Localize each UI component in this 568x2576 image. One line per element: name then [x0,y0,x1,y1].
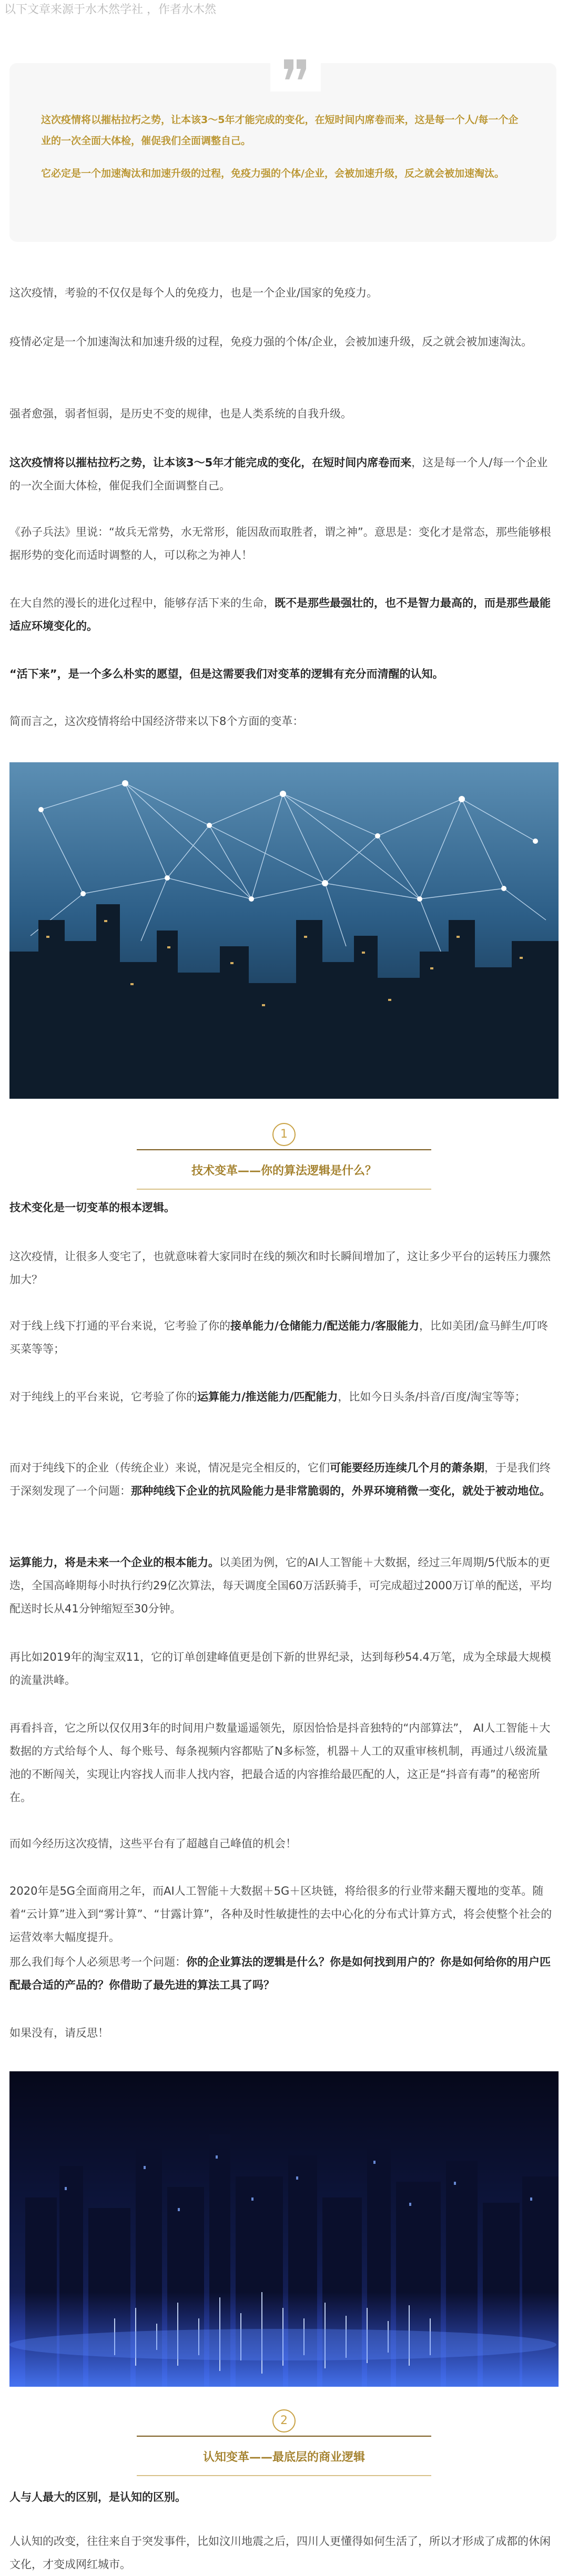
paragraph [9,1385,559,1408]
paragraph: 再看抖音，它之所以仅仅用3年的时间用户数量遥遥领先，原因恰恰是抖音独特的“内部算法”， AI人工智能＋大数据的方式给每个人、每个账号、每条视频内容都贴了N多标签，机器＋人工的双重审核机制，再通过八级流量池的不断闯关，实现让内容找人而非人找内容，把最合适的内容推给最匹配的人，这正是“抖音有毒”的秘密所在。 [9,1722,551,1804]
paragraph: 再比如2019年的淘宝双11，它的订单创建峰值更是创下新的世界纪录，达到每秒54.4万笔，成为全球最大规模的流量洪峰。 [9,1651,551,1686]
bold-text: 可能要经历连续几个月的萧条期 [330,1461,484,1474]
paragraph: 这次疫情，让很多人变宅了，也就意味着大家同时在线的频次和时长瞬间增加了，这让多少平台的运转压力骤然加大？ [9,1250,551,1286]
text: 以美团为例，它的AI人工智能＋大数据，经过三年周期/5代版本的更迭，全国高峰期每小时执行约29亿次算法，每天调度全国60万活跃骑手，可完成超过2000万订单的配送，平均配送时长从41分钟缩短至30分钟。 [9,1556,552,1615]
section-heading-1 [0,1123,568,1190]
divider [137,1189,431,1190]
paragraph [9,1551,559,1620]
paragraph: 而如今经历这次疫情，这些平台有了超越自己峰值的机会！ [9,1837,297,1850]
paragraph: 2020年是5G全面商用之年，而AI人工智能＋大数据＋5G＋区块链，将给很多的行业带来翻天覆地的变革。随着“云计算”进入到“雾计算”、“甘露计算”，各种及时性敏捷性的去中心化的分布式计算方式，将会使整个社会的运营效率大幅度提升。 [9,1885,552,1944]
quote-paragraph: 它必定是一个加速淘汰和加速升级的过程，免疫力强的个体/企业，会被加速升级，反之就会被加速淘汰。 [41,168,504,179]
paragraph [9,1456,559,1502]
text: 那么我们每个人必须思考一个问题： [9,1956,186,1968]
city-network-image [9,762,559,1099]
bold-text: “活下来”，是一个多么朴实的愿望，但是这需要我们对变革的逻辑有充分而清醒的认知。 [9,668,444,680]
section-number: 1 [272,1123,296,1146]
text: ，比如美团/盒马鲜生/叮咚买菜等等； [9,1320,549,1355]
text: 对于线上线下打通的平台来说，它考验了你的 [9,1320,230,1332]
section-number: 2 [272,2409,296,2432]
paragraph: 强者愈强，弱者恒弱，是历史不变的规律，也是人类系统的自我升级。 [9,407,352,420]
bold-text: 接单能力/仓储能力/配送能力/客服能力 [230,1320,420,1332]
paragraph [9,1314,559,1361]
text: ，比如今日头条/抖音/百度/淘宝等等； [338,1391,526,1403]
bold-text: 人与人最大的区别，是认知的区别。 [9,2491,186,2503]
article-source: 以下文章来源于水木然学社 ，作者水木然 [4,3,216,16]
paragraph: 如果没有，请反思！ [9,2027,109,2039]
section-heading-2 [0,2409,568,2476]
paragraph: 这次疫情，考验的不仅仅是每个人的免疫力，也是一个企业/国家的免疫力。 [9,287,378,299]
bold-text: 运算能力，将是未来一个企业的根本能力。 [9,1556,219,1569]
night-city-image [9,2071,559,2387]
section-title: 技术变革——你的算法逻辑是什么？ [191,1164,377,1178]
paragraph [9,451,559,497]
divider [137,2436,431,2437]
bold-text: 那种纯线下企业的抗风险能力是非常脆弱的，外界环境稍微一变化，就处于被动地位。 [131,1485,551,1497]
bold-text: 既不是那些最强壮的，也不是智力最高的，而是那些最能适应环境变化的。 [9,597,551,632]
paragraph: 简而言之，这次疫情将给中国经济带来以下8个方面的变革： [9,715,304,728]
text: 而对于纯线下的企业（传统企业）来说，情况是完全相反的，它们 [9,1461,330,1474]
bold-text: 你的企业算法的逻辑是什么？你是如何找到用户的？你是如何给你的用户匹配最合适的产品的？你借助了最先进的算法工具了吗？ [9,1956,551,1991]
divider [137,1149,431,1150]
bold-text: 这次疫情将以摧枯拉朽之势，让本该3～5年才能完成的变化，在短时间内席卷而来 [9,456,412,469]
text: ，这是每一个人/每一个企业的一次全面大体检，催促我们全面调整自己。 [9,456,548,492]
quote-paragraph: 这次疫情将以摧枯拉朽之势，让本该3～5年才能完成的变化，在短时间内席卷而来，这是每一个人/每一个企业的一次全面大体检，催促我们全面调整自己。 [41,114,519,147]
paragraph [9,2486,559,2509]
paragraph: 疫情必定是一个加速淘汰和加速升级的过程，免疫力强的个体/企业，会被加速升级，反之就会被加速淘汰。 [9,335,533,348]
text: 对于纯线上的平台来说，它考验了你的 [9,1391,197,1403]
bold-text: 运算能力/推送能力/匹配能力 [197,1391,338,1403]
paragraph [9,591,559,638]
paragraph: 人认知的改变，往往来自于突发事件，比如汶川地震之后，四川人更懂得如何生活了，所以才形成了成都的休闲文化，才变成网红城市。 [9,2535,551,2571]
text: ，于是我们终于深刻发现了一个问题： [9,1461,551,1497]
divider [137,2475,431,2476]
paragraph: 《孙子兵法》里说：“故兵无常势，水无常形，能因敌而取胜者，谓之神”。意思是：变化才是常态，那些能够根据形势的变化而适时调整的人，可以称之为神人！ [9,526,551,561]
quote-icon [270,47,321,91]
bold-text: 技术变化是一切变革的根本逻辑。 [9,1201,175,1214]
text: 在大自然的漫长的进化过程中，能够存活下来的生命， [9,597,275,609]
paragraph [9,662,559,686]
summary-quote-box [9,63,556,242]
section-title: 认知变革——最底层的商业逻辑 [202,2451,365,2464]
paragraph [9,1950,559,1997]
paragraph [9,1196,559,1219]
